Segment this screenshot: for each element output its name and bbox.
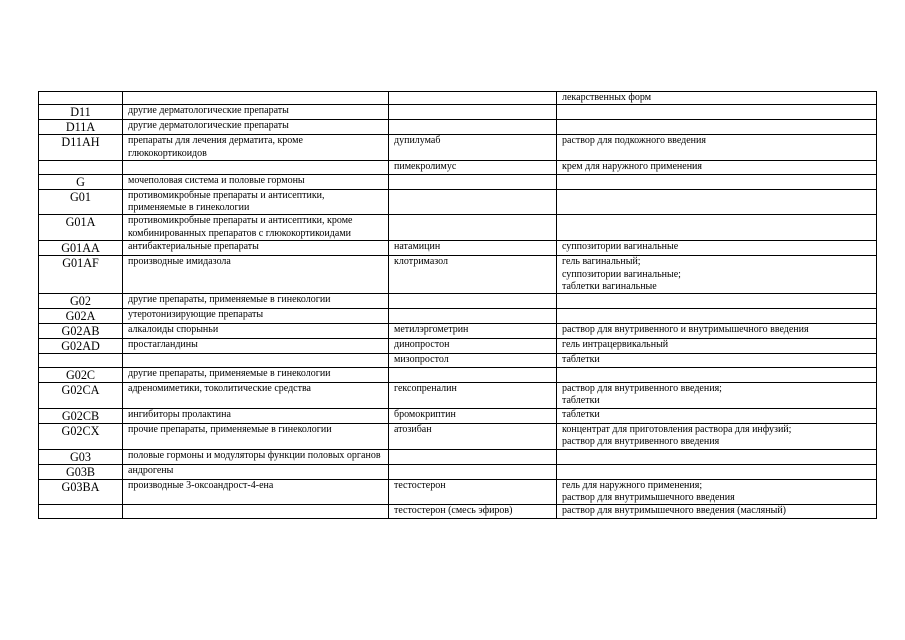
table-row: [39, 161, 877, 174]
drug-name-cell: пимекролимус: [389, 161, 557, 174]
table-row: [39, 367, 877, 382]
atc-code-cell: G02CB: [39, 408, 123, 423]
table-row: [39, 105, 877, 120]
drug-classification-table: [38, 91, 877, 519]
drug-name-cell: [389, 294, 557, 309]
atc-code-cell: G02A: [39, 309, 123, 324]
atc-code-cell: D11: [39, 105, 123, 120]
drug-name-cell: динопростон: [389, 339, 557, 354]
atc-code-cell: [39, 354, 123, 367]
dosage-form-cell: гель интрацервикальный: [557, 339, 877, 354]
dosage-form-cell: крем для наружного применения: [557, 161, 877, 174]
atc-code-cell: G02C: [39, 367, 123, 382]
table-row: [39, 339, 877, 354]
table-row: [39, 408, 877, 423]
atc-code-cell: G: [39, 174, 123, 189]
group-name-cell: [123, 92, 389, 105]
group-name-cell: другие препараты, применяемые в гинекологии: [123, 367, 389, 382]
atc-code-cell: [39, 505, 123, 518]
group-name-cell: производные 3-оксоандрост-4-ена: [123, 479, 389, 505]
group-name-cell: алкалоиды спорыньи: [123, 324, 389, 339]
drug-name-cell: натамицин: [389, 241, 557, 256]
table-row: [39, 309, 877, 324]
dosage-form-cell: [557, 464, 877, 479]
dosage-form-cell: раствор для внутривенного и внутримышечного введения: [557, 324, 877, 339]
group-name-cell: противомикробные препараты и антисептики, кроме комбинированных препаратов с глюкокортикоидами: [123, 215, 389, 241]
drug-name-cell: [389, 309, 557, 324]
table-row: [39, 382, 877, 408]
drug-name-cell: мизопростол: [389, 354, 557, 367]
atc-code-cell: G03B: [39, 464, 123, 479]
drug-name-cell: [389, 464, 557, 479]
table-row: [39, 294, 877, 309]
dosage-form-cell: концентрат для приготовления раствора для инфузий; раствор для внутривенного введения: [557, 423, 877, 449]
dosage-form-cell: гель для наружного применения; раствор для внутримышечного введения: [557, 479, 877, 505]
dosage-form-cell: [557, 120, 877, 135]
group-name-cell: мочеполовая система и половые гормоны: [123, 174, 389, 189]
dosage-form-cell: [557, 294, 877, 309]
dosage-form-cell: [557, 174, 877, 189]
table-row: [39, 449, 877, 464]
group-name-cell: препараты для лечения дерматита, кроме глюкокортикоидов: [123, 135, 389, 161]
group-name-cell: ингибиторы пролактина: [123, 408, 389, 423]
dosage-form-cell: суппозитории вагинальные: [557, 241, 877, 256]
drug-name-cell: [389, 105, 557, 120]
drug-name-cell: тестостерон (смесь эфиров): [389, 505, 557, 518]
dosage-form-cell: гель вагинальный; суппозитории вагинальные; таблетки вагинальные: [557, 256, 877, 294]
atc-code-cell: G01A: [39, 215, 123, 241]
table-row: [39, 324, 877, 339]
atc-code-cell: G01AA: [39, 241, 123, 256]
atc-code-cell: G02CX: [39, 423, 123, 449]
dosage-form-cell: лекарственных форм: [557, 92, 877, 105]
dosage-form-cell: раствор для подкожного введения: [557, 135, 877, 161]
dosage-form-cell: [557, 189, 877, 215]
table-row: [39, 354, 877, 367]
group-name-cell: [123, 354, 389, 367]
drug-name-cell: клотримазол: [389, 256, 557, 294]
drug-name-cell: дупилумаб: [389, 135, 557, 161]
drug-name-cell: атозибан: [389, 423, 557, 449]
atc-code-cell: G01AF: [39, 256, 123, 294]
group-name-cell: производные имидазола: [123, 256, 389, 294]
drug-name-cell: [389, 215, 557, 241]
group-name-cell: другие препараты, применяемые в гинекологии: [123, 294, 389, 309]
dosage-form-cell: таблетки: [557, 408, 877, 423]
dosage-form-cell: [557, 215, 877, 241]
dosage-form-cell: [557, 449, 877, 464]
drug-name-cell: [389, 367, 557, 382]
dosage-form-cell: [557, 367, 877, 382]
dosage-form-cell: раствор для внутривенного введения; таблетки: [557, 382, 877, 408]
table-row: [39, 423, 877, 449]
drug-name-cell: [389, 449, 557, 464]
atc-code-cell: G02AB: [39, 324, 123, 339]
group-name-cell: антибактериальные препараты: [123, 241, 389, 256]
drug-name-cell: гексопреналин: [389, 382, 557, 408]
group-name-cell: простагландины: [123, 339, 389, 354]
group-name-cell: [123, 161, 389, 174]
table-body: [39, 92, 877, 519]
table-row: [39, 256, 877, 294]
group-name-cell: прочие препараты, применяемые в гинекологии: [123, 423, 389, 449]
group-name-cell: утеротонизирующие препараты: [123, 309, 389, 324]
atc-code-cell: G01: [39, 189, 123, 215]
dosage-form-cell: [557, 309, 877, 324]
atc-code-cell: G02: [39, 294, 123, 309]
drug-name-cell: [389, 92, 557, 105]
atc-code-cell: [39, 161, 123, 174]
drug-name-cell: [389, 189, 557, 215]
table-row: [39, 479, 877, 505]
drug-name-cell: метилэргометрин: [389, 324, 557, 339]
group-name-cell: [123, 505, 389, 518]
atc-code-cell: D11AH: [39, 135, 123, 161]
table-row: [39, 135, 877, 161]
dosage-form-cell: раствор для внутримышечного введения (масляный): [557, 505, 877, 518]
atc-code-cell: D11A: [39, 120, 123, 135]
drug-name-cell: тестостерон: [389, 479, 557, 505]
dosage-form-cell: [557, 105, 877, 120]
atc-code-cell: G03BA: [39, 479, 123, 505]
group-name-cell: адреномиметики, токолитические средства: [123, 382, 389, 408]
group-name-cell: другие дерматологические препараты: [123, 105, 389, 120]
drug-name-cell: бромокриптин: [389, 408, 557, 423]
atc-code-cell: G02AD: [39, 339, 123, 354]
group-name-cell: половые гормоны и модуляторы функции половых органов: [123, 449, 389, 464]
table-row: [39, 120, 877, 135]
group-name-cell: противомикробные препараты и антисептики, применяемые в гинекологии: [123, 189, 389, 215]
table-row: [39, 505, 877, 518]
atc-code-cell: [39, 92, 123, 105]
table-row: [39, 174, 877, 189]
table-row: [39, 464, 877, 479]
atc-code-cell: G02CA: [39, 382, 123, 408]
drug-name-cell: [389, 120, 557, 135]
table-row: [39, 215, 877, 241]
dosage-form-cell: таблетки: [557, 354, 877, 367]
atc-code-cell: G03: [39, 449, 123, 464]
table-row: [39, 92, 877, 105]
group-name-cell: другие дерматологические препараты: [123, 120, 389, 135]
table-row: [39, 241, 877, 256]
table-row: [39, 189, 877, 215]
drug-name-cell: [389, 174, 557, 189]
group-name-cell: андрогены: [123, 464, 389, 479]
